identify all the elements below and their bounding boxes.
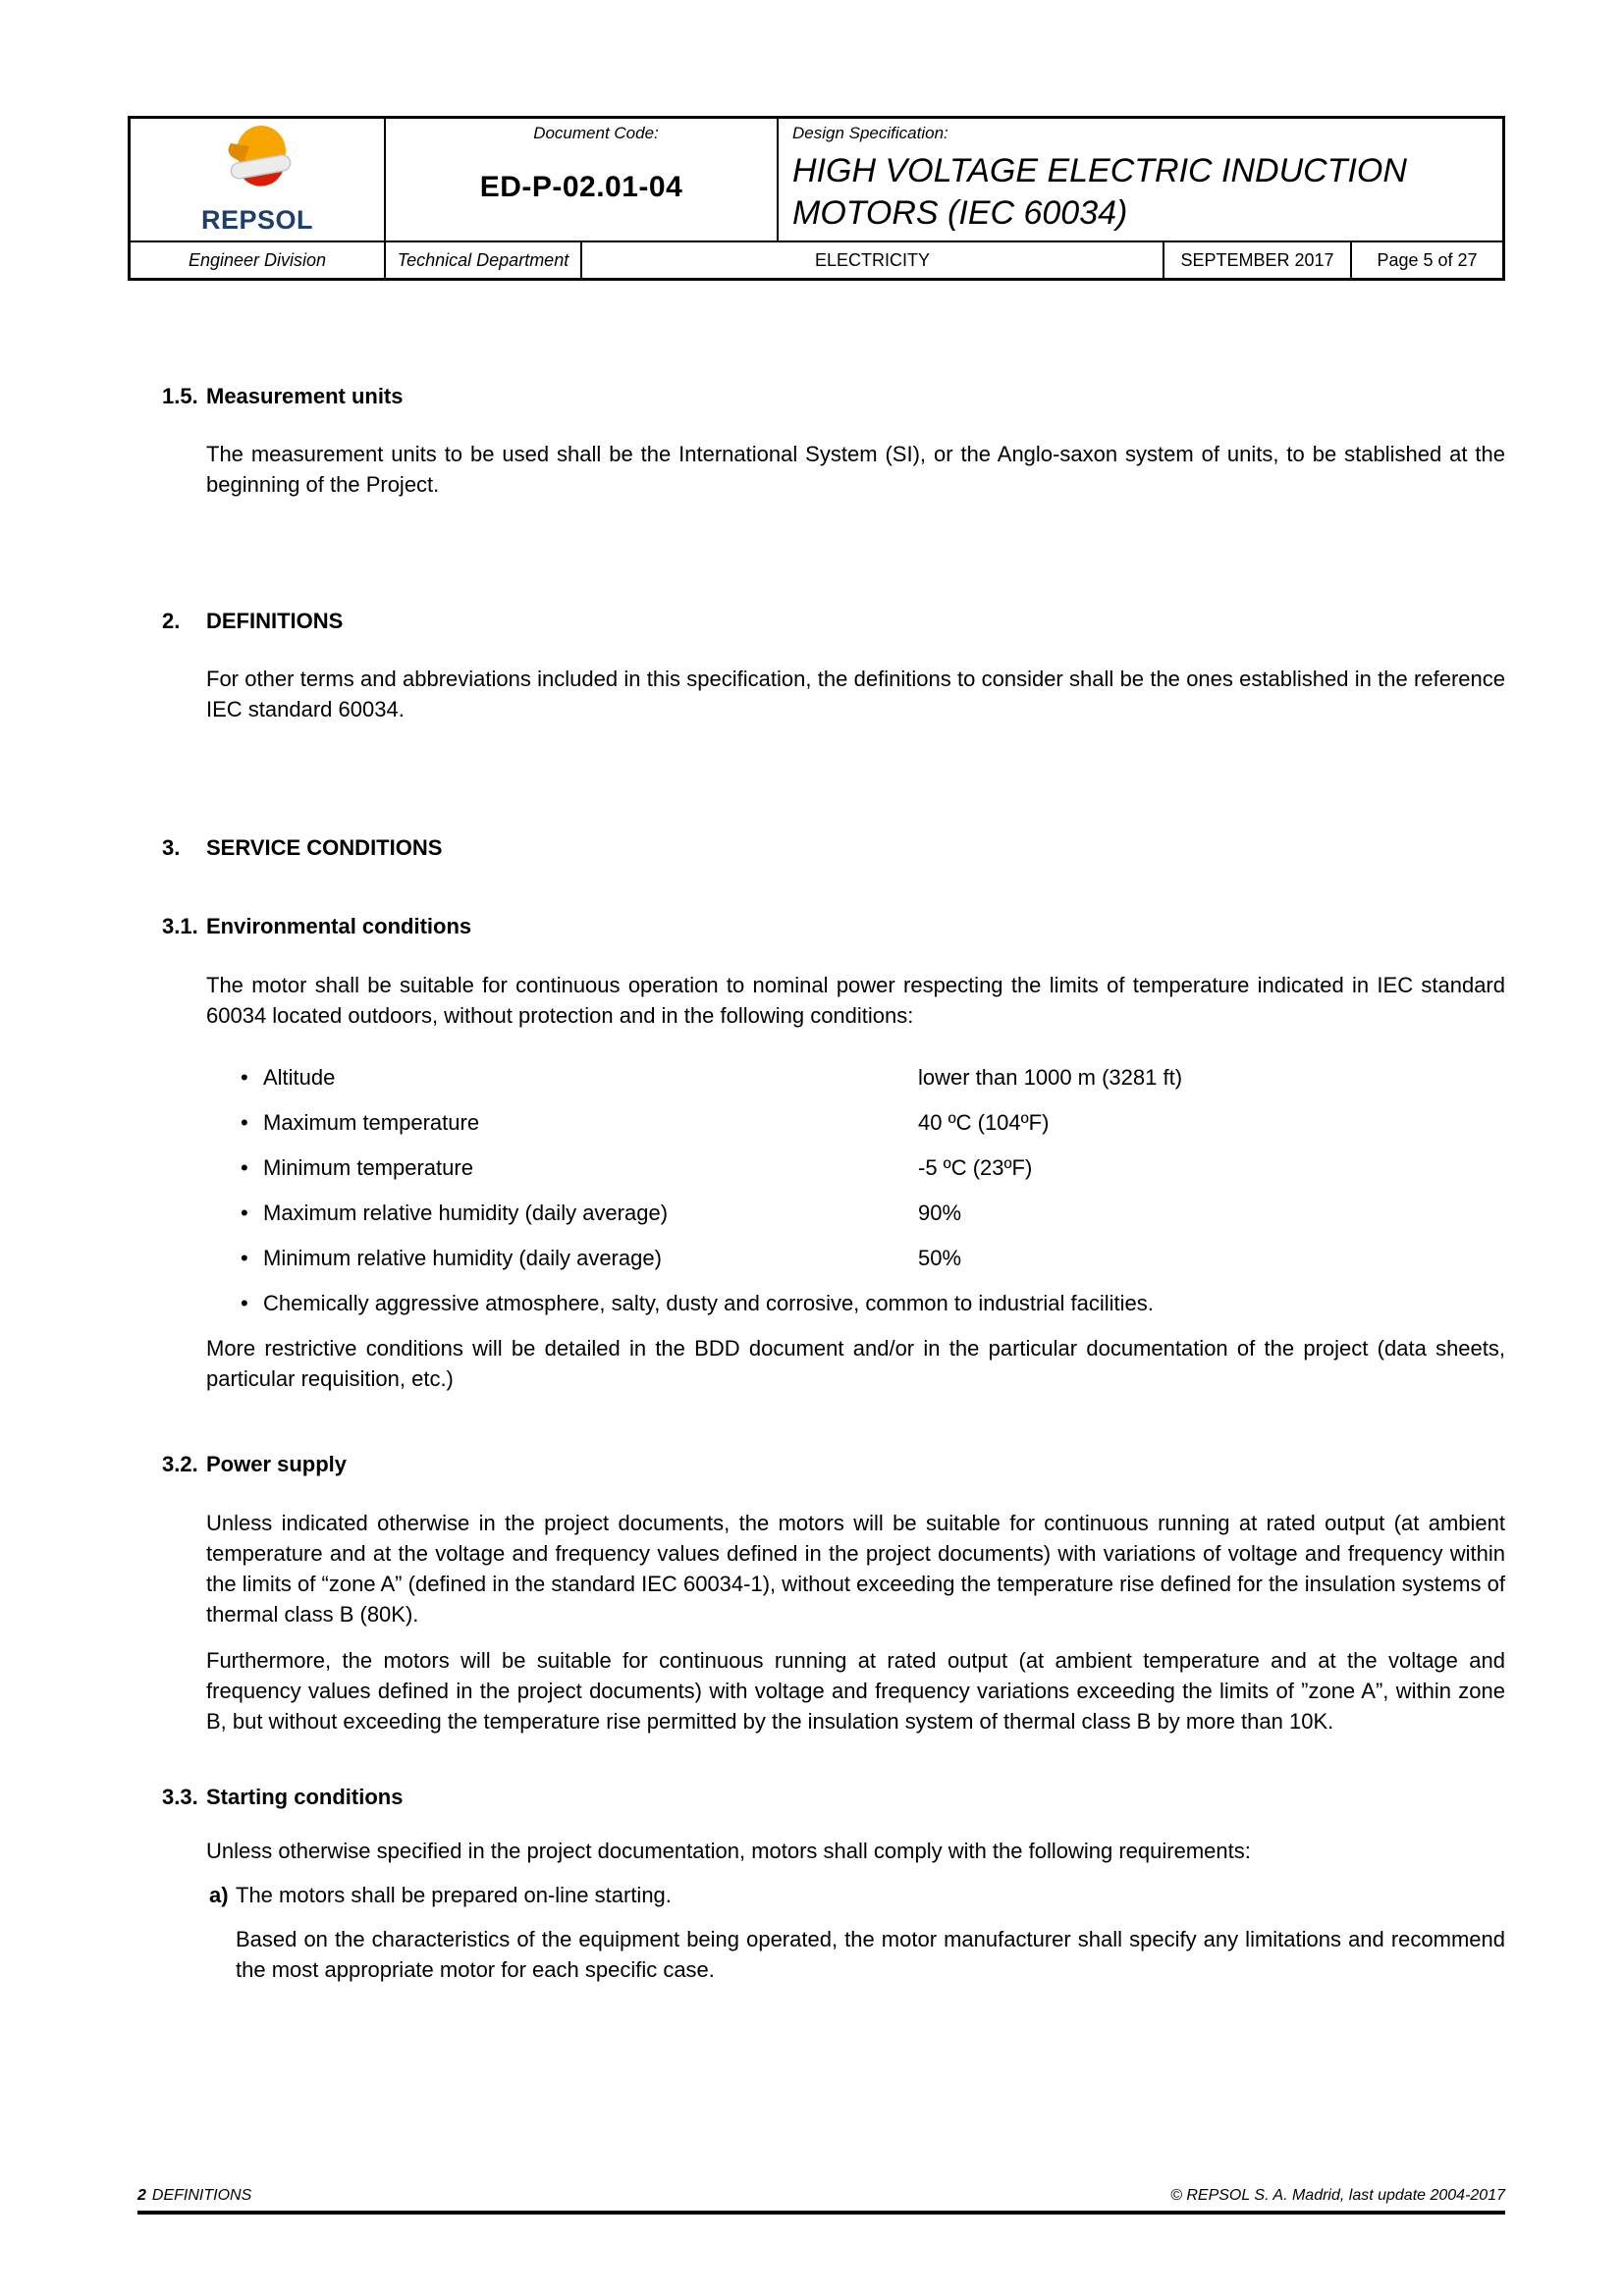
paragraph: The measurement units to be used shall be the International System (SI), or the Anglo-saxon system of units, to be stablished at the beginning of the Project. bbox=[206, 442, 1505, 497]
repsol-logo-icon bbox=[215, 124, 299, 203]
section-number: 3.2. bbox=[162, 1452, 198, 1476]
section-heading-3 bbox=[162, 832, 1505, 863]
condition-label: Altitude bbox=[263, 1065, 336, 1090]
footer-section-number: 2 bbox=[137, 2187, 146, 2204]
section-title: Measurement units bbox=[206, 384, 404, 408]
condition-value: lower than 1000 m (3281 ft) bbox=[918, 1065, 1183, 1090]
discipline-cell: ELECTRICITY bbox=[582, 242, 1164, 278]
condition-label: Maximum temperature bbox=[263, 1110, 480, 1135]
paragraph: The motor shall be suitable for continuous operation to nominal power respecting the limits of temperature indicated in IEC standard 60034 located outdoors, without protection and in the following conditions: bbox=[206, 973, 1505, 1028]
bullet-icon bbox=[241, 1152, 263, 1183]
section-number: 2. bbox=[162, 609, 181, 633]
condition-value: 40 ºC (104ºF) bbox=[918, 1110, 1050, 1135]
date-cell: SEPTEMBER 2017 bbox=[1164, 242, 1352, 278]
footer-section-label bbox=[137, 2187, 251, 2205]
footer-rule bbox=[137, 2211, 1505, 2215]
condition-label: Minimum relative humidity (daily average) bbox=[263, 1246, 662, 1270]
paragraph: Based on the characteristics of the equipment being operated, the motor manufacturer shall specify any limitations and recommend the most appropriate motor for each specific case. bbox=[236, 1927, 1505, 1982]
logo-wordmark: REPSOL bbox=[200, 205, 314, 235]
list-item bbox=[241, 1152, 1505, 1183]
lettered-list-item-a bbox=[209, 1880, 1505, 1910]
section-title: Environmental conditions bbox=[206, 914, 472, 938]
footer-section-title: DEFINITIONS bbox=[151, 2187, 252, 2204]
section-number: 3.1. bbox=[162, 914, 198, 938]
document-title-line1: HIGH VOLTAGE ELECTRIC INDUCTION bbox=[792, 152, 1407, 189]
condition-label: Maximum relative humidity (daily average) bbox=[263, 1201, 669, 1225]
document-code-cell bbox=[386, 119, 779, 240]
document-code-label: Document Code: bbox=[533, 124, 659, 142]
bullet-icon bbox=[241, 1243, 263, 1273]
paragraph: Unless indicated otherwise in the project documents, the motors will be suitable for continuous running at rated output (at ambient temperature and at the voltage and frequency values defined in the project documents) with variations of voltage and frequency within the limits of “zone A” (defined in the standard IEC 60034-1), without exceeding the temperature rise defined for the insulation systems of thermal class B (80K). bbox=[206, 1511, 1505, 1627]
section-heading-2 bbox=[162, 606, 1505, 636]
design-spec-label: Design Specification: bbox=[792, 124, 948, 142]
list-item bbox=[241, 1107, 1505, 1138]
section-number: 3.3. bbox=[162, 1785, 198, 1809]
paragraph: For other terms and abbreviations included in this specification, the definitions to consider shall be the ones established in the reference IEC standard 60034. bbox=[206, 667, 1505, 721]
list-item bbox=[241, 1198, 1505, 1228]
section-heading-3-1 bbox=[162, 911, 1505, 941]
list-item bbox=[241, 1288, 1505, 1318]
section-number: 1.5. bbox=[162, 384, 198, 408]
document-title-line2: MOTORS (IEC 60034) bbox=[792, 194, 1128, 232]
bullet-icon bbox=[241, 1198, 263, 1228]
section-title: Power supply bbox=[206, 1452, 348, 1476]
bullet-icon bbox=[241, 1107, 263, 1138]
header-row-main bbox=[131, 119, 1502, 242]
logo-cell bbox=[131, 119, 386, 240]
paragraph: Furthermore, the motors will be suitable for continuous running at rated output (at ambient temperature and at the voltage and frequency values defined in the project documents) with voltage and frequency variations exceeding the limits of ”zone A”, within zone B, but without exceeding the temperature rise permitted by the insulation system of thermal class B by more than 10K. bbox=[206, 1648, 1505, 1734]
condition-label: Chemically aggressive atmosphere, salty, dusty and corrosive, common to industrial facilities. bbox=[263, 1291, 1154, 1315]
list-item bbox=[241, 1243, 1505, 1273]
section-heading-3-2 bbox=[162, 1449, 1505, 1479]
header-row-meta bbox=[131, 242, 1502, 278]
section-title: Starting conditions bbox=[206, 1785, 404, 1809]
page-footer bbox=[137, 2187, 1505, 2205]
bullet-icon bbox=[241, 1062, 263, 1093]
section-title: SERVICE CONDITIONS bbox=[206, 835, 443, 860]
document-body bbox=[0, 278, 1624, 2006]
condition-value: -5 ºC (23ºF) bbox=[918, 1155, 1033, 1180]
paragraph: More restrictive conditions will be detailed in the BDD document and/or in the particular documentation of the project (data sheets, particular requisition, etc.) bbox=[206, 1336, 1505, 1391]
list-item-letter: a) bbox=[209, 1883, 229, 1907]
footer-copyright: © REPSOL S. A. Madrid, last update 2004-2017 bbox=[1170, 2187, 1505, 2204]
page-number-cell: Page 5 of 27 bbox=[1377, 249, 1478, 270]
condition-label: Minimum temperature bbox=[263, 1155, 473, 1180]
list-item-text: The motors shall be prepared on-line starting. bbox=[236, 1883, 672, 1907]
document-title bbox=[792, 150, 1502, 235]
section-heading-3-3 bbox=[162, 1782, 1505, 1812]
section-heading-1-5 bbox=[162, 381, 1505, 411]
section-number: 3. bbox=[162, 835, 181, 860]
paragraph: Unless otherwise specified in the project documentation, motors shall comply with the following requirements: bbox=[206, 1839, 1251, 1863]
technical-department-cell: Technical Department bbox=[386, 242, 582, 278]
bullet-icon bbox=[241, 1288, 263, 1318]
engineer-division-cell: Engineer Division bbox=[131, 242, 386, 278]
condition-value: 50% bbox=[918, 1246, 962, 1270]
condition-value: 90% bbox=[918, 1201, 962, 1225]
list-item bbox=[241, 1062, 1505, 1093]
design-spec-cell bbox=[779, 119, 1502, 240]
section-title: DEFINITIONS bbox=[206, 609, 344, 633]
environmental-conditions-list bbox=[241, 1062, 1505, 1318]
document-code: ED-P-02.01-04 bbox=[479, 171, 683, 203]
document-header bbox=[128, 116, 1505, 281]
